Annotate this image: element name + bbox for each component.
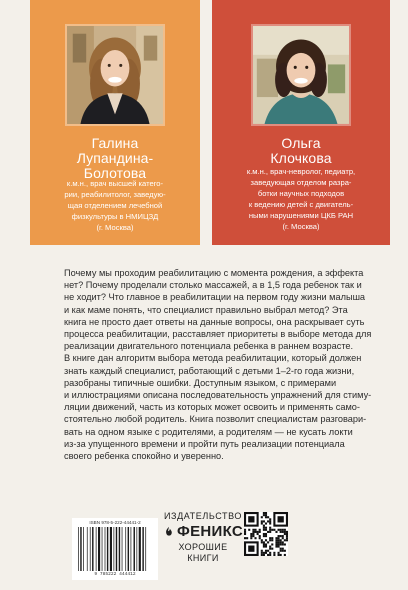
barcode-digits: 9 785222 444412: [94, 572, 136, 577]
book-description: Почему мы проходим реабилитацию с момента рождения, а эффекта нет? Почему проделали столько массажей, а в 1,5 года ребенок так и не ходит? Что главное в реабилитации на первом году жизни малыша и как маме понять, что специалист правильно выбрал метод? Эта книга не просто дает ответы на данные вопросы, она раскрывает суть процесса реабилитации, расставляет приоритеты в выборе метода для реализации двигательного потенциала ребенка в раннем возрасте. В книге дан алгоритм выбора метода реабилитации, который должен знать каждый специалист, работающий с детьми 1–2-го года жизни, разобраны типичные ошибки. Доступным языком, с примерами и иллюстрациями описана последовательность упражнений для стиму- ляции движений, часть из которых может освоить и применять само- стоятельно любой родитель. Книга позволит специалистам разговари- вать на одном языке с родителями, а родителям — не кусать локти из-за упущенного времени и пройти путь реализации потенциала своего ребенка спокойно и уверенно.: [64, 268, 372, 462]
author-photo-right-image: [253, 26, 349, 124]
barcode: [72, 518, 158, 580]
author-name-left: Галина Лупандина- Болотова: [76, 135, 154, 181]
author-photo-right: [251, 24, 351, 126]
author-panel-left: [30, 0, 200, 245]
publisher-logo-icon: [163, 525, 175, 539]
author-photo-left: [65, 24, 165, 126]
qr-code-icon: [244, 512, 288, 556]
isbn-text: ISBN 978-5-222-44441-2: [89, 520, 141, 525]
author-name-right: Ольга Клочкова: [270, 135, 332, 166]
publisher-name-row: [163, 524, 243, 540]
qr-code-graphic: [244, 512, 288, 556]
author-bio-right: к.м.н., врач-невролог, педиатр, заведующая отделом разра- ботки научных подходов к ведению детей с двигатель- ными нарушениями ЦКБ РАН (г. Москва): [246, 167, 356, 231]
publisher-name: ФЕНИКС: [176, 523, 243, 540]
author-bio-left: к.м.н., врач высшей катего- рии, реабилитолог, заведую- щая отделением лечебной физкультуры в НМИЦЗД (г. Москва): [64, 179, 166, 232]
publisher-slogan: ХОРОШИЕ КНИГИ: [178, 542, 228, 563]
publisher-logo: [163, 511, 243, 564]
author-panel-right: [212, 0, 390, 245]
barcode-icon: [76, 527, 154, 571]
author-photo-left-image: [67, 26, 163, 124]
publisher-label: ИЗДАТЕЛЬСТВО: [163, 511, 243, 521]
